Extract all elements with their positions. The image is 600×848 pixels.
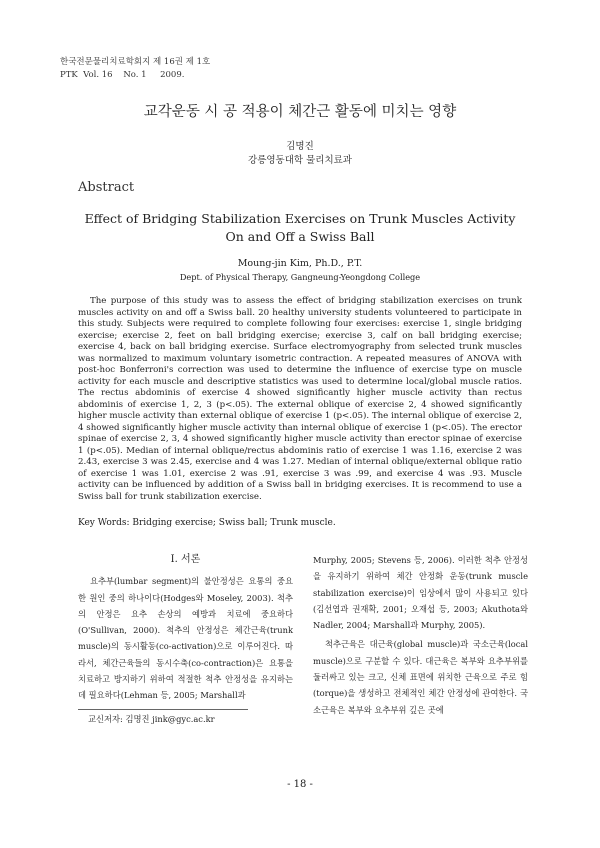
- keywords: Key Words: Bridging exercise; Swiss ball; Trunk muscle.: [78, 518, 336, 528]
- footnote-divider: [78, 709, 248, 710]
- english-affiliation: Dept. of Physical Therapy, Gangneung-Yeongdong College: [179, 272, 421, 282]
- journal-header-korean: 한국전문물리치료학회지 제 16권 제 1호: [60, 57, 211, 67]
- intro-paragraph-2: 척추근육은 대근육(global muscle)과 국소근육(local muscle)으로 구분할 수 있다. 대근육은 복부와 요추부위를 둘러싸고 있는 크고, 신체 표면에 위치한 근육으로 주로 힘(torque)을 생성하고 전체적인 체간 안정성에 관여한다. 국소근육은 복부와 요추부위 깊은 곳에: [313, 639, 528, 715]
- intro-paragraph-1: 요추부(lumbar segment)의 불안정성은 요통의 중요한 원인 중의 하나이다(Hodges와 Moseley, 2003). 척추의 안정은 요추 손상의 예방과 치료에 중요하다(O'Sullivan, 2000). 척추의 안정성은 체간근육(trunk muscle)의 동시활동(co-activation)으로 이루어진다. 따라서, 체간근육들의 동시수축(co-contraction)은 요통을 치료하고 방지하기 위하여 적절한 척추 안정성을 유지하는데 필요하다(Lehman 등, 2005; Marshall과: [78, 576, 293, 701]
- english-title-line2: On and Off a Swiss Ball: [225, 229, 375, 244]
- journal-header: [60, 56, 210, 82]
- section-heading-introduction: I. 서론: [170, 554, 201, 565]
- english-title-line1: Effect of Bridging Stabilization Exercises on Trunk Muscles Activity: [84, 211, 516, 226]
- abstract-heading: Abstract: [78, 180, 135, 195]
- korean-title: 교각운동 시 공 적용이 체간근 활동에 미치는 영향: [143, 104, 457, 120]
- english-author: Moung-jin Kim, Ph.D., P.T.: [237, 258, 363, 269]
- korean-author: 김명진: [286, 141, 314, 152]
- corresponding-author-footnote: 교신저자: 김명진 jink@gyc.ac.kr: [88, 714, 215, 724]
- english-title: [0, 210, 600, 246]
- intro-paragraph-1-continued: Murphy, 2005; Stevens 등, 2006). 이러한 척추 안정성을 유지하기 위하여 체간 안정화 운동(trunk muscle stabilization exercise)이 임상에서 많이 사용되고 있다(김선엽과 권재확, 2001; 오재섭 등, 2003; Akuthota와 Nadler, 2004; Marshall과 Murphy, 2005).: [313, 555, 528, 631]
- journal-header-english: PTK Vol. 16 No. 1 2009.: [60, 70, 185, 80]
- body-right-column: [313, 552, 528, 718]
- page-number: - 18 -: [287, 779, 313, 790]
- korean-affiliation: 강릉영동대학 물리치료과: [248, 155, 352, 166]
- body-left-column: [78, 552, 293, 704]
- abstract-body: The purpose of this study was to assess the effect of bridging stabilization exercises on trunk muscles activity on and off a Swiss ball. 20 healthy university students volunteered to participate in this study. Subjects were required to complete following four exercises: exercise 1, single bridging exercise; exercise 2, feet on ball bridging exercise; exercise 3, calf on ball bridging exercise; exercise 4, back on ball bridging exercise. Surface electromyography from selected trunk muscles was normalized to maximum voluntary isometric contraction. A repeated measures of ANOVA with post-hoc Bonferroni's correction was used to determine the influence of exercise type on muscle activity for each muscle and descriptive statistics was used to determine local/global muscle ratios. The rectus abdominis of exercise 4 showed significantly higher muscle activity than rectus abdominis of exercise 1, 2, 3 (p<.05). The external oblique of exercise 2, 4 showed significantly higher muscle activity than external oblique of exercise 1 (p<.05). The internal oblique of exercise 2, 4 showed significantly higher muscle activity than internal oblique of exercise 1 (p<.05). The erector spinae of exercise 2, 3, 4 showed significantly higher muscle activity than erector spinae of exercise 1 (p<.05). Median of internal oblique/rectus abdominis ratio of exercise 1 was 1.16, exercise 2 was 2.43, exercise 3 was 2.45, exercise and 4 was 1.27. Median of internal oblique/external oblique ratio of exercise 1 was 1.01, exercise 2 was .91, exercise 3 was .99, and exercise 4 was .93. Muscle activity can be influenced by addition of a Swiss ball in bridging exercises. It is recommend to use a Swiss ball for trunk stabilization exercise.: [78, 296, 522, 502]
